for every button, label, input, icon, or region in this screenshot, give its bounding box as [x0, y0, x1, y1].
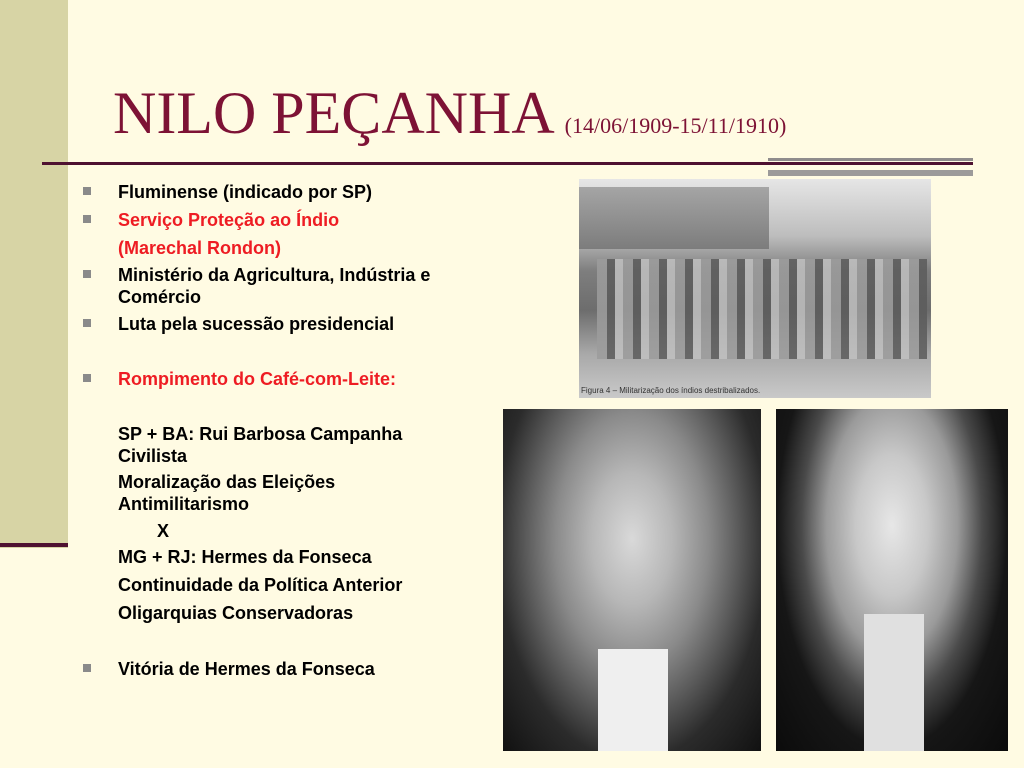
- bullet-icon: [83, 215, 91, 223]
- content-line: MG + RJ: Hermes da Fonseca: [118, 547, 372, 567]
- left-accent-band: [0, 0, 68, 548]
- elderly-man-portrait: [776, 409, 1008, 751]
- content-line: Oligarquias Conservadoras: [118, 603, 354, 623]
- nilo-pecanha-portrait: [503, 409, 761, 751]
- content-line: Antimilitarismo: [118, 494, 250, 514]
- content-line: Luta pela sucessão presidencial: [118, 314, 395, 334]
- bullet-icon: [83, 374, 91, 382]
- portrait-shirt: [864, 614, 924, 751]
- content-line: Serviço Proteção ao Índio: [118, 210, 340, 230]
- title-underline: [42, 162, 973, 165]
- content-line: X: [157, 521, 170, 541]
- title-underline-accent-top: [768, 158, 973, 161]
- bullet-icon: [83, 319, 91, 327]
- bullet-icon: [83, 270, 91, 278]
- content-line: Moralização das Eleições: [118, 472, 336, 492]
- content-line: Continuidade da Política Anterior: [118, 575, 403, 595]
- photo-caption: Figura 4 – Militarização dos índios destribalizados.: [581, 386, 761, 395]
- content-line: Fluminense (indicado por SP): [118, 182, 373, 202]
- content-line: Rompimento do Café-com-Leite:: [118, 369, 397, 389]
- content-line: Ministério da Agricultura, Indústria e: [118, 265, 431, 285]
- title-name: NILO PEÇANHA: [113, 80, 555, 146]
- content-line: Civilista: [118, 446, 188, 466]
- barracks-building: [579, 187, 769, 249]
- soldiers-photo: [579, 179, 931, 398]
- content-line: Vitória de Hermes da Fonseca: [118, 659, 375, 679]
- left-accent-rule: [0, 543, 68, 547]
- bullet-icon: [83, 664, 91, 672]
- bullet-icon: [83, 187, 91, 195]
- portrait-shirt: [598, 649, 668, 751]
- content-line: Comércio: [118, 287, 202, 307]
- title-dates: (14/06/1909-15/11/1910): [564, 113, 787, 138]
- slide-title: [113, 78, 786, 161]
- content-line: (Marechal Rondon): [118, 238, 282, 258]
- title-underline-accent-bottom: [768, 170, 973, 176]
- soldier-rows: [597, 259, 927, 359]
- content-line: SP + BA: Rui Barbosa Campanha: [118, 424, 403, 444]
